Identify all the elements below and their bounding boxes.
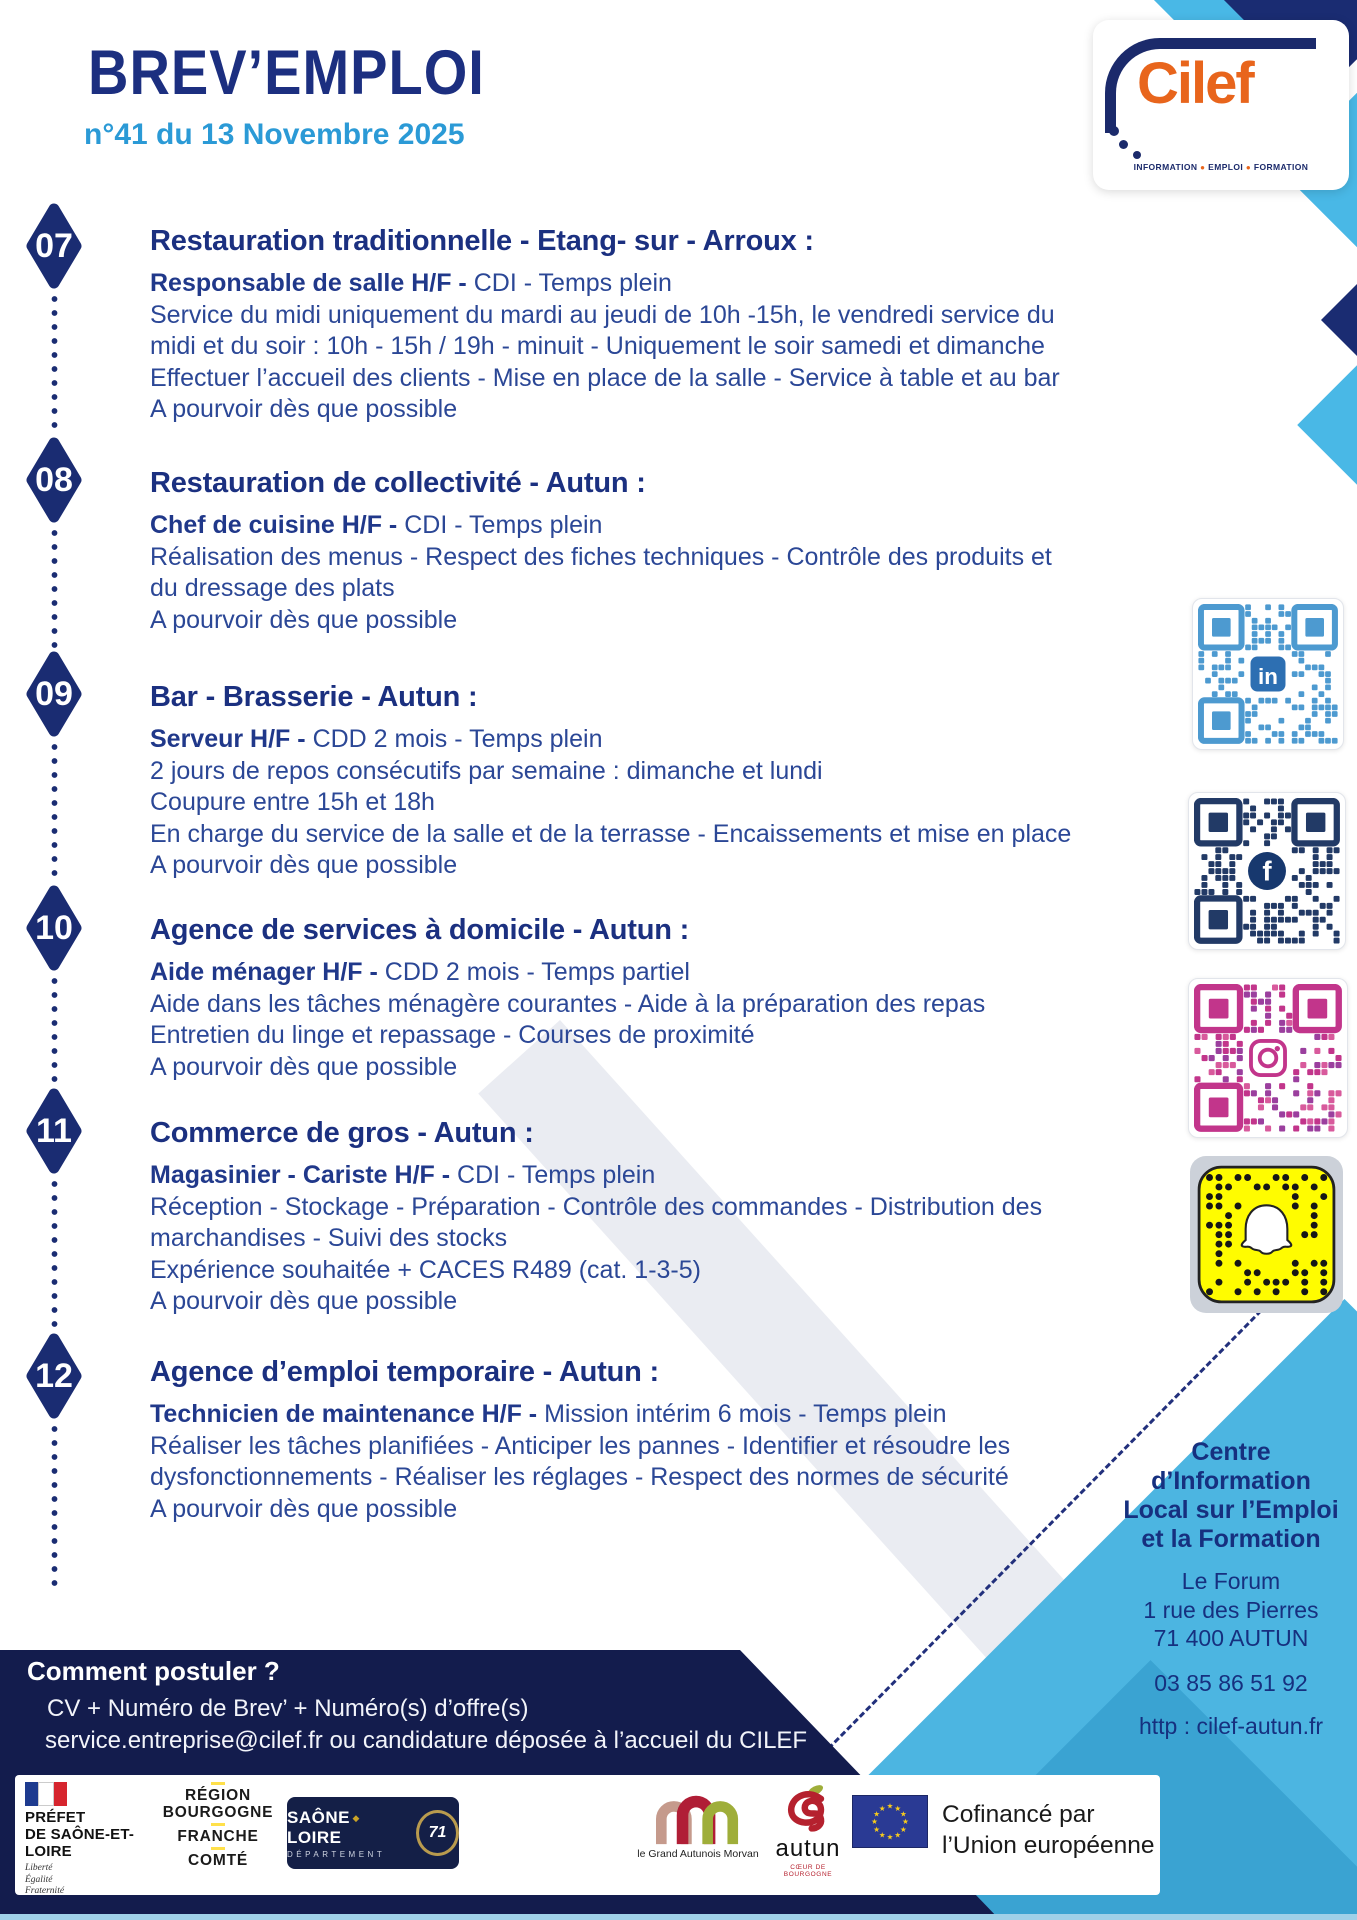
job-number-badge <box>25 884 83 972</box>
timeline-dots <box>51 974 58 1085</box>
snapchat-qr-icon <box>1197 1163 1336 1306</box>
job-detail: En charge du service de la salle et de la terrasse - Encaissements et mise en place <box>150 819 1072 848</box>
org-name-line: et la Formation <box>1141 1525 1321 1553</box>
tagline-word: EMPLOI <box>1208 162 1244 172</box>
eu-flag-icon <box>852 1795 928 1848</box>
job-title: Bar - Brasserie - Autun : <box>150 681 478 713</box>
grand-autunois-morvan-icon <box>648 1790 748 1846</box>
job-detail: A pourvoir dès que possible <box>150 605 458 634</box>
autun-logo <box>768 1784 848 1878</box>
job-role: Aide ménager H/F - <box>150 958 378 986</box>
flag-blue <box>25 1782 38 1806</box>
job-number: 12 <box>35 1356 73 1395</box>
job-number-badge <box>25 1087 83 1175</box>
job-listing <box>150 224 1180 426</box>
job-contract: CDD 2 mois - Temps partiel <box>384 958 690 986</box>
svg-text:in: in <box>1258 663 1278 689</box>
contact-panel <box>1100 1438 1357 1740</box>
job-contract: Mission intérim 6 mois - Temps plein <box>544 1400 947 1428</box>
qr-linkedin[interactable] <box>1192 598 1344 750</box>
bottom-edge-stripe <box>0 1914 1357 1920</box>
phone-number: 03 85 86 51 92 <box>1154 1669 1308 1696</box>
job-detail: A pourvoir dès que possible <box>150 851 458 879</box>
cilef-swoosh-dot <box>1133 151 1141 159</box>
french-flag-icon <box>25 1782 67 1806</box>
svg-text:★: ★ <box>878 1830 886 1840</box>
region-dash-icon <box>211 1823 225 1826</box>
svg-text:★: ★ <box>886 1801 894 1811</box>
job-number-badge <box>25 1332 83 1420</box>
eu-line: l’Union européenne <box>942 1832 1155 1859</box>
job-role: Chef de cuisine H/F - <box>150 511 398 539</box>
page-title: BREV’EMPLOI <box>88 37 485 108</box>
autun-a-icon <box>776 1784 840 1834</box>
job-listing <box>150 466 1180 636</box>
region-line: FRANCHE <box>177 1828 259 1845</box>
linkedin-qr-icon <box>1198 604 1338 744</box>
region-bfc-logo <box>162 1780 274 1869</box>
svg-text:f: f <box>1262 855 1272 887</box>
dept-name: SAÔNE <box>287 1807 350 1827</box>
org-name-line: d’Information <box>1151 1467 1311 1495</box>
region-dash-icon <box>211 1847 225 1850</box>
flag-red <box>54 1782 67 1806</box>
timeline-dots <box>51 526 58 648</box>
saone-et-loire-departement-logo <box>287 1797 459 1869</box>
motto-line: Liberté <box>25 1863 53 1873</box>
job-detail: du dressage des plats <box>150 574 395 602</box>
address-line: Le Forum <box>1181 1568 1281 1594</box>
job-number-badge <box>25 202 83 290</box>
job-role: Technicien de maintenance H/F - <box>150 1400 538 1428</box>
job-number: 11 <box>36 1111 72 1150</box>
org-name-line: Centre <box>1191 1438 1271 1466</box>
job-contract: CDD 2 mois - Temps plein <box>312 725 603 753</box>
qr-snapchat[interactable] <box>1190 1156 1343 1313</box>
gold-diamond-icon: ◆ <box>349 1812 360 1823</box>
job-detail: A pourvoir dès que possible <box>150 1494 458 1523</box>
cilef-swoosh-dot <box>1119 140 1128 149</box>
qr-facebook[interactable] <box>1188 792 1346 950</box>
job-detail: Réalisation des menus - Respect des fiches techniques - Contrôle des produits et <box>150 542 1052 571</box>
qr-instagram[interactable] <box>1188 978 1348 1138</box>
cilef-swoosh-dot <box>1109 126 1119 136</box>
job-detail: Effectuer l’accueil des clients - Mise en place de la salle - Service à table et au bar <box>150 363 1060 392</box>
prefet-line: DE SAÔNE-ET-LOIRE <box>25 1826 135 1860</box>
address-line: 1 rue des Pierres <box>1143 1596 1319 1623</box>
svg-text:★: ★ <box>873 1809 880 1819</box>
autun-tagline: CŒUR DE BOURGOGNE <box>783 1864 833 1878</box>
job-number-badge <box>25 650 83 738</box>
dept-name: LOIRE <box>287 1827 342 1847</box>
job-number: 08 <box>35 460 73 499</box>
tagline-dot-icon: ● <box>1245 163 1252 172</box>
issue-date: n°41 du 13 Novembre 2025 <box>84 118 465 151</box>
timeline-dots <box>51 740 58 882</box>
cilef-logo <box>1093 20 1349 190</box>
job-detail: A pourvoir dès que possible <box>150 1052 458 1081</box>
region-line: COMTÉ <box>188 1852 248 1869</box>
job-detail: Réception - Stockage - Préparation - Contrôle des commandes - Distribution des <box>150 1192 1043 1221</box>
job-detail: midi et du soir : 10h - 15h / 19h - minuit - Uniquement le soir samedi et dimanche <box>150 332 1045 360</box>
tagline-dot-icon: ● <box>1200 163 1206 172</box>
timeline-dots <box>51 1422 58 1587</box>
job-detail: Entretien du linge et repassage - Courses de proximité <box>150 1021 755 1049</box>
apply-instructions: CV + Numéro de Brev’ + Numéro(s) d’offre(s) <box>47 1695 529 1722</box>
cilef-tagline <box>1093 162 1349 172</box>
job-contract: CDI - Temps plein <box>457 1161 656 1189</box>
prefet-line: PRÉFET <box>25 1809 86 1826</box>
job-role: Responsable de salle H/F - <box>150 269 467 297</box>
flag-white <box>38 1782 53 1806</box>
job-detail: marchandises - Suivi des stocks <box>150 1224 508 1252</box>
job-detail: A pourvoir dès que possible <box>150 1287 458 1315</box>
tagline-word: FORMATION <box>1253 162 1309 172</box>
job-detail: dysfonctionnements - Réaliser les réglages - Respect des normes de sécurité <box>150 1463 1009 1491</box>
website-link[interactable]: http : cilef-autun.fr <box>1138 1712 1324 1739</box>
region-line: RÉGION <box>185 1787 251 1804</box>
job-listing <box>150 680 1180 882</box>
svg-text:★: ★ <box>902 1817 909 1827</box>
job-detail: A pourvoir dès que possible <box>150 395 458 423</box>
job-contract: CDI - Temps plein <box>404 511 603 539</box>
job-detail: 2 jours de repos consécutifs par semaine : dimanche et lundi <box>150 756 823 785</box>
svg-text:★: ★ <box>894 1830 902 1840</box>
job-number-badge <box>25 436 83 524</box>
job-detail: Aide dans les tâches ménagère courantes - Aide à la préparation des repas <box>150 989 986 1018</box>
facebook-qr-icon <box>1194 798 1340 944</box>
tagline-word: INFORMATION <box>1133 162 1198 172</box>
job-number: 09 <box>35 674 73 713</box>
job-title: Agence de services à domicile - Autun : <box>150 914 690 946</box>
svg-text:★: ★ <box>871 1817 878 1827</box>
apply-heading: Comment postuler ? <box>27 1656 280 1686</box>
job-listing <box>150 913 1180 1083</box>
svg-text:★: ★ <box>894 1803 902 1813</box>
dept-subtitle: DÉPARTEMENT <box>287 1849 386 1859</box>
cilef-wordmark: Cilef <box>1137 51 1253 116</box>
eu-line: Cofinancé par <box>942 1801 1095 1828</box>
svg-text:★: ★ <box>873 1825 880 1834</box>
eu-cofinance-text <box>942 1799 1155 1861</box>
svg-text:★: ★ <box>900 1824 907 1834</box>
job-detail: Réaliser les tâches planifiées - Anticiper les pannes - Identifier et résoudre les <box>150 1431 1011 1460</box>
job-detail: Service du midi uniquement du mardi au jeudi de 10h -15h, le vendredi service du <box>150 300 1055 329</box>
job-detail: Coupure entre 15h et 18h <box>150 788 435 816</box>
job-title: Agence d’emploi temporaire - Autun : <box>150 1356 659 1388</box>
motto-line: Égalité <box>25 1874 53 1885</box>
job-detail: Expérience souhaitée + CACES R489 (cat. 1-3-5) <box>150 1255 701 1284</box>
dept-71-badge: 71 <box>416 1810 459 1856</box>
timeline-dots <box>51 1177 58 1330</box>
grand-autunois-morvan-caption: le Grand Autunois Morvan <box>637 1848 759 1860</box>
job-role: Magasinier - Cariste H/F - <box>150 1161 451 1189</box>
job-title: Restauration traditionnelle - Etang- sur - Arroux : <box>150 225 814 257</box>
job-number: 07 <box>35 226 73 265</box>
prefet-logo <box>25 1782 165 1898</box>
instagram-qr-icon <box>1194 984 1342 1132</box>
svg-text:★: ★ <box>886 1832 894 1842</box>
job-listing <box>150 1116 1180 1318</box>
job-title: Commerce de gros - Autun : <box>150 1117 534 1149</box>
job-role: Serveur H/F - <box>150 725 306 753</box>
region-dash-icon <box>211 1782 225 1785</box>
deco-diamond-lightblue-right2 <box>1297 347 1357 503</box>
org-name-line: Local sur l’Emploi <box>1123 1496 1339 1524</box>
job-number: 10 <box>35 908 73 947</box>
motto-line: Fraternité <box>25 1886 65 1896</box>
job-listing <box>150 1355 1180 1525</box>
timeline-dots <box>51 292 58 434</box>
job-contract: CDI - Temps plein <box>473 269 672 297</box>
svg-text:★: ★ <box>900 1809 907 1819</box>
apply-email-line[interactable]: service.entreprise@cilef.fr ou candidature déposée à l’accueil du CILEF <box>45 1727 808 1754</box>
region-line: BOURGOGNE <box>162 1804 274 1821</box>
autun-wordmark: autun <box>775 1835 841 1862</box>
address-line: 71 400 AUTUN <box>1153 1625 1309 1651</box>
job-title: Restauration de collectivité - Autun : <box>150 467 646 499</box>
svg-text:★: ★ <box>878 1803 886 1813</box>
